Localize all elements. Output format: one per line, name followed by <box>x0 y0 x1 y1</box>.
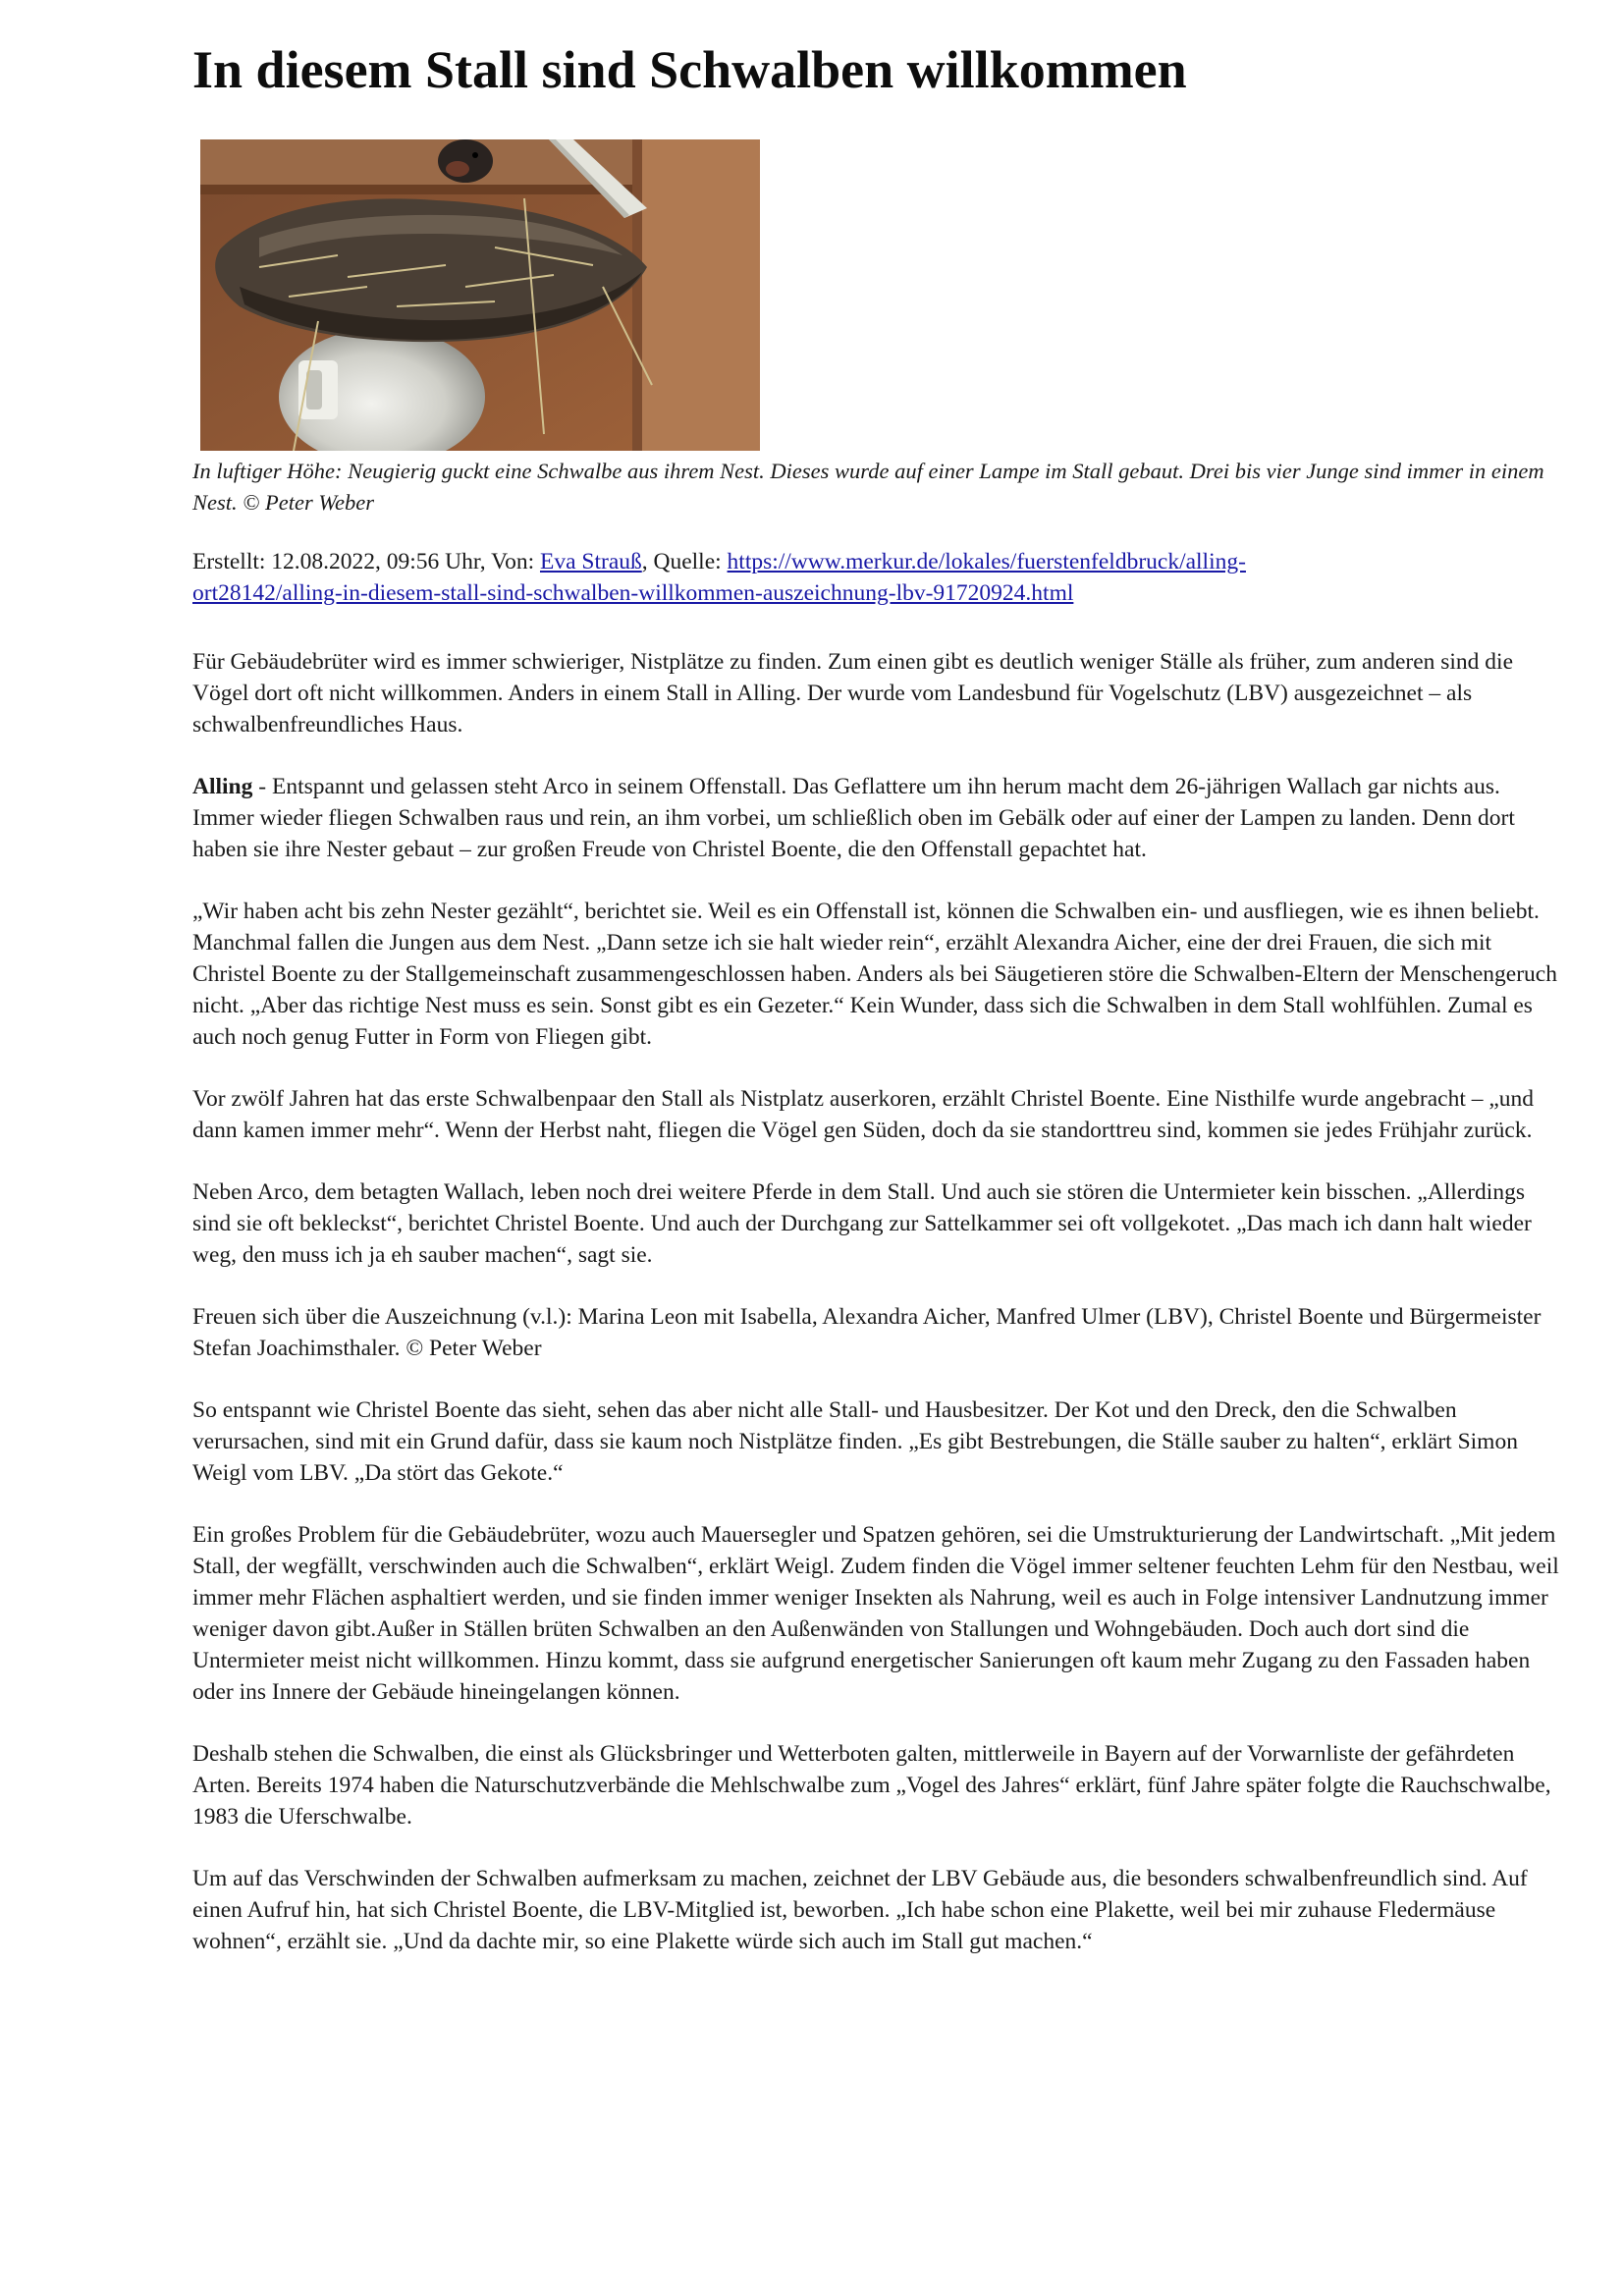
intro-paragraph: Für Gebäudebrüter wird es immer schwieriger, Nistplätze zu finden. Zum einen gibt es deutlich weniger Ställe als früher, zum anderen sind die Vögel dort oft nicht willkommen. Anders in einem Stall in Alling. Der wurde vom Landesbund für Vogelschutz (LBV) ausgezeichnet – als schwalbenfreundliches Haus. <box>192 649 1514 738</box>
caption-credit: © Peter Weber <box>243 490 374 515</box>
lead-paragraph <box>192 771 1562 865</box>
created-label: Erstellt: <box>192 549 266 574</box>
paragraph: Deshalb stehen die Schwalben, die einst als Glücksbringer und Wetterboten galten, mittlerweile in Bayern auf der Vorwarnliste der gefährdeten Arten. Bereits 1974 haben die Naturschutzverbände die Mehlschwalbe zum „Vogel des Jahres“ erklärt, fünf Jahre später folgte die Rauchschwalbe, 1983 die Uferschwalbe. <box>192 1741 1551 1830</box>
paragraph: „Wir haben acht bis zehn Nester gezählt“, berichtet sie. Weil es ein Offenstall ist, können die Schwalben ein- und ausfliegen, wie es ihnen beliebt. Manchmal fallen die Jungen aus dem Nest. „Dann setze ich sie halt wieder rein“, erzählt Alexandra Aicher, eine der drei Frauen, die sich mit Christel Boente zu der Stallgemeinschaft zusammengeschlossen haben. Anders als bei Säugetieren störe die Schwalben-Eltern der Menschengeruch nicht. „Aber das richtige Nest muss es sein. Sonst gibt es ein Gezeter.“ Kein Wunder, dass sich die Schwalben in dem Stall wohlfühlen. Zumal es auch noch genug Futter in Form von Fliegen gibt. <box>192 899 1557 1050</box>
photo-caption <box>192 456 1562 519</box>
article-title: In diesem Stall sind Schwalben willkommen <box>192 40 1187 99</box>
source-url-line1: https://www.merkur.de/lokales/fuerstenfeldbruck/alling- <box>727 549 1246 574</box>
paragraph: Um auf das Verschwinden der Schwalben aufmerksam zu machen, zeichnet der LBV Gebäude aus, die besonders schwalbenfreundlich sind. Auf einen Aufruf hin, hat sich Christel Boente, die LBV-Mitglied ist, beworben. „Ich habe schon eine Plakette, weil bei mir zuhause Fledermäuse wohnen“, erzählt sie. „Und da dachte mir, so eine Plakette würde sich auch im Stall gut machen.“ <box>192 1866 1528 1954</box>
article-meta: Erstellt: 12.08.2022, 09:56 Uhr, Von: Eva Strauß, Quelle: https://www.merkur.de/lokales/fuerstenfeldbruck/alling- ort28142/alling-in-diesem-stall-sind-schwalben-willkommen-auszeichnung-lbv-91720924.html <box>192 549 1246 606</box>
author-label: Von: <box>491 549 535 574</box>
article-body <box>192 546 1562 1988</box>
paragraph: Neben Arco, dem betagten Wallach, leben noch drei weitere Pferde in dem Stall. Und auch sie stören die Untermieter kein bisschen. „Allerdings sind sie oft bekleckst“, berichtet Christel Boente. Und auch der Durchgang zur Sattelkammer sei oft vollgekotet. „Das mach ich dann halt wieder weg, den muss ich ja eh sauber machen“, sagt sie. <box>192 1179 1532 1268</box>
paragraph: So entspannt wie Christel Boente das sieht, sehen das aber nicht alle Stall- und Hausbesitzer. Der Kot und den Dreck, den die Schwalben verursachen, sind mit ein Grund dafür, dass sie kaum noch Nistplätze finden. „Es gibt Bestrebungen, die Ställe sauber zu halten“, erklärt Simon Weigl vom LBV. „Da stört das Gekote.“ <box>192 1397 1518 1486</box>
source-url-line2: ort28142/alling-in-diesem-stall-sind-schwalben-willkommen-auszeichnung-lbv-91720924.html <box>192 580 1074 606</box>
paragraph: Vor zwölf Jahren hat das erste Schwalbenpaar den Stall als Nistplatz auserkoren, erzählt Christel Boente. Eine Nisthilfe wurde angebracht – „und dann kamen immer mehr“. Wenn der Herbst naht, fliegen die Vögel gen Süden, doch da sie standorttreu sind, kommen sie jedes Frühjahr zurück. <box>192 1086 1535 1143</box>
nest-photo-svg <box>200 139 760 451</box>
lead-text: - Entspannt und gelassen steht Arco in seinem Offenstall. Das Geflattere um ihn herum macht dem 26-jährigen Wallach gar nichts aus. Immer wieder fliegen Schwalben raus und rein, an ihm vorbei, um schließlich oben im Gebälk oder auf einer der Lampen zu landen. Denn dort haben sie ihre Nester gebaut – zur großen Freude von Christel Boente, die den Offenstall gepachtet hat. <box>192 774 1515 862</box>
paragraph: Ein großes Problem für die Gebäudebrüter, wozu auch Mauersegler und Spatzen gehören, sei die Umstrukturierung der Landwirtschaft. „Mit jedem Stall, der wegfällt, verschwinden auch die Schwalben“, erklärt Weigl. Zudem finden die Vögel immer seltener feuchten Lehm für den Nestbau, weil immer mehr Flächen asphaltiert werden, und sie finden immer weniger Insekten als Nahrung, weil es auch in Folge intensiver Landnutzung immer weniger davon gibt.Außer in Ställen brüten Schwalben an den Außenwänden von Stallungen und Wohngebäuden. Doch auch dort sind die Untermieter meist nicht willkommen. Hinzu kommt, dass sie aufgrund energetischer Sanierungen oft kaum mehr Zugang zu den Fassaden haben oder ins Innere der Gebäude hineingelangen können. <box>192 1522 1559 1705</box>
author-link[interactable]: Eva Strauß <box>539 549 642 574</box>
swallow-nest-photo <box>200 139 760 451</box>
source-label: Quelle: <box>653 549 722 574</box>
caption-text: In luftiger Höhe: Neugierig guckt eine Schwalbe aus ihrem Nest. Dieses wurde auf einer Lampe im Stall gebaut. Drei bis vier Junge sind immer in einem Nest. <box>192 459 1544 515</box>
photo-caption-inline: Freuen sich über die Auszeichnung (v.l.): Marina Leon mit Isabella, Alexandra Aicher, Manfred Ulmer (LBV), Christel Boente und Bürgermeister Stefan Joachimsthaler. © Peter Weber <box>192 1304 1542 1361</box>
dateline: Alling <box>192 774 253 799</box>
created-value: 12.08.2022, 09:56 Uhr, <box>271 549 486 574</box>
